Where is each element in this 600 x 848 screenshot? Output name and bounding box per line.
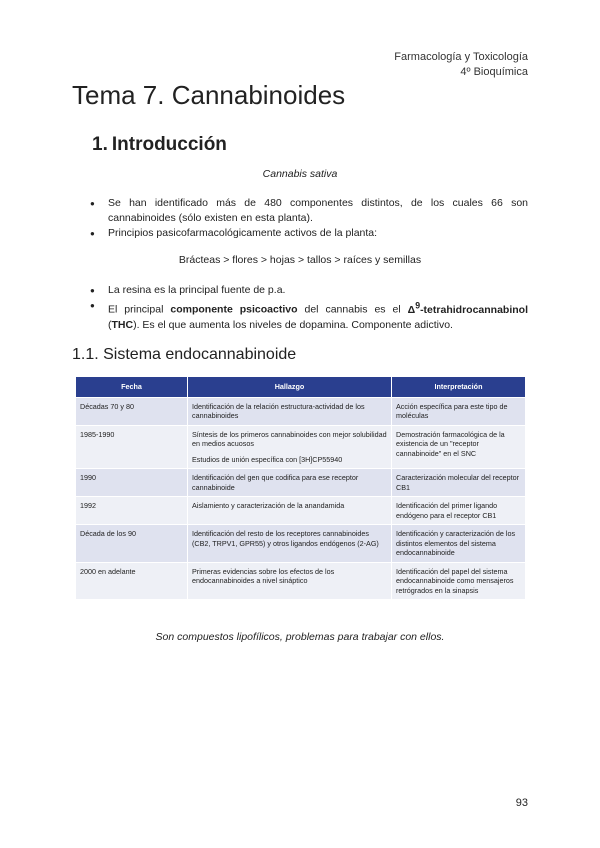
cell-fecha: 1992 (76, 497, 188, 525)
endocannabinoid-history-table (75, 376, 526, 600)
potency-order: Brácteas > flores > hojas > tallos > raíces y semillas (178, 254, 422, 266)
hallazgo-text: Aislamiento y caracterización de la anandamida (192, 501, 345, 510)
thc-text-mid: del cannabis es el (297, 303, 408, 316)
hallazgo-text: Primeras evidencias sobre los efectos de los endocannabinoides a nivel sináptico (192, 566, 335, 585)
resin-bullet-list (90, 283, 528, 333)
hallazgo-text: Síntesis de los primeros cannabinoides con mejor solubilidad en medios acuosos (192, 429, 387, 448)
cell-interpretacion: Identificación del primer ligando endógeno para el receptor CB1 (392, 497, 526, 525)
cell-hallazgo (188, 562, 392, 600)
thc-bold-term: componente psicoactivo (170, 303, 298, 316)
hallazgo-text: Identificación del gen que codifica para ese receptor cannabinoide (192, 473, 359, 492)
thc-compound-suffix: -tetrahidrocannabinol (420, 303, 528, 316)
cell-interpretacion: Caracterización molecular del receptor CB1 (392, 469, 526, 497)
delta-symbol: Δ (407, 303, 416, 316)
cell-fecha: 2000 en adelante (76, 562, 188, 600)
column-header-hallazgo: Hallazgo (188, 377, 392, 398)
thc-text-pre: El principal (108, 303, 171, 316)
cell-interpretacion: Acción específica para este tipo de moléculas (392, 397, 526, 425)
plant-name: Cannabis sativa (262, 168, 338, 180)
delta-superscript: 9 (415, 300, 421, 310)
intro-bullet-list (90, 196, 528, 241)
cell-fecha: 1990 (76, 469, 188, 497)
table-row (76, 397, 526, 425)
table-row (76, 469, 526, 497)
list-item: ● La resina es la principal fuente de p.a. (90, 283, 528, 298)
hallazgo-text: Identificación de la relación estructura-actividad de los cannabinoides (192, 401, 365, 420)
subsection-title: 1.1. Sistema endocannabinoide (72, 346, 297, 363)
section-title-text: Introducción (111, 134, 227, 155)
thc-compound-name (407, 300, 528, 316)
column-header-fecha: Fecha (76, 377, 188, 398)
column-header-interpretacion: Interpretación (392, 377, 526, 398)
lipophilic-note: Son compuestos lipofílicos, problemas para trabajar con ellos. (155, 631, 445, 643)
cell-interpretacion: Identificación y caracterización de los distintos elementos del sistema endocannabinoide (392, 525, 526, 563)
cell-interpretacion: Demostración farmacológica de la existencia de un "receptor cannabinoide" en el SNC (392, 425, 526, 469)
table-row (76, 497, 526, 525)
section-title (92, 134, 227, 156)
thc-abbr: THC (111, 318, 134, 331)
cell-hallazgo (188, 525, 392, 563)
header-course: 4º Bioquímica (460, 66, 528, 78)
list-item: ● Principios pasicofarmacológicamente activos de la planta: (90, 226, 528, 241)
cell-fecha: Década de los 90 (76, 525, 188, 563)
table-header-row (76, 377, 526, 398)
table-row (76, 525, 526, 563)
cell-hallazgo (188, 425, 392, 469)
cell-hallazgo (188, 469, 392, 497)
chapter-title: Tema 7. Cannabinoides (72, 80, 346, 110)
page-header (394, 50, 528, 80)
table-row (76, 562, 526, 600)
list-item-thc (90, 298, 528, 333)
cell-interpretacion: Identificación del papel del sistema endocannabinoide como mensajeros retrógrados en la sinapsis (392, 562, 526, 600)
thc-paren: ( (108, 318, 112, 331)
page-number: 93 (515, 797, 528, 809)
cell-fecha: 1985-1990 (76, 425, 188, 469)
table-row (76, 425, 526, 469)
hallazgo-text: Estudios de unión específica con [3H]CP55940 (192, 454, 343, 464)
section-number: 1. (92, 134, 108, 155)
list-item: ● Se han identificado más de 480 componentes distintos, de los cuales 66 son cannabinoides (sólo existen en esta planta). (90, 196, 528, 226)
cell-hallazgo (188, 497, 392, 525)
thc-text-post: ). Es el que aumenta los niveles de dopamina. Componente adictivo. (133, 318, 453, 331)
cell-hallazgo (188, 397, 392, 425)
cell-fecha: Décadas 70 y 80 (76, 397, 188, 425)
hallazgo-text: Identificación del resto de los receptores cannabinoides (CB2, TRPV1, GPR55) y otros ligandos endógenos (2-AG) (192, 529, 379, 548)
header-subject: Farmacología y Toxicología (394, 51, 528, 63)
